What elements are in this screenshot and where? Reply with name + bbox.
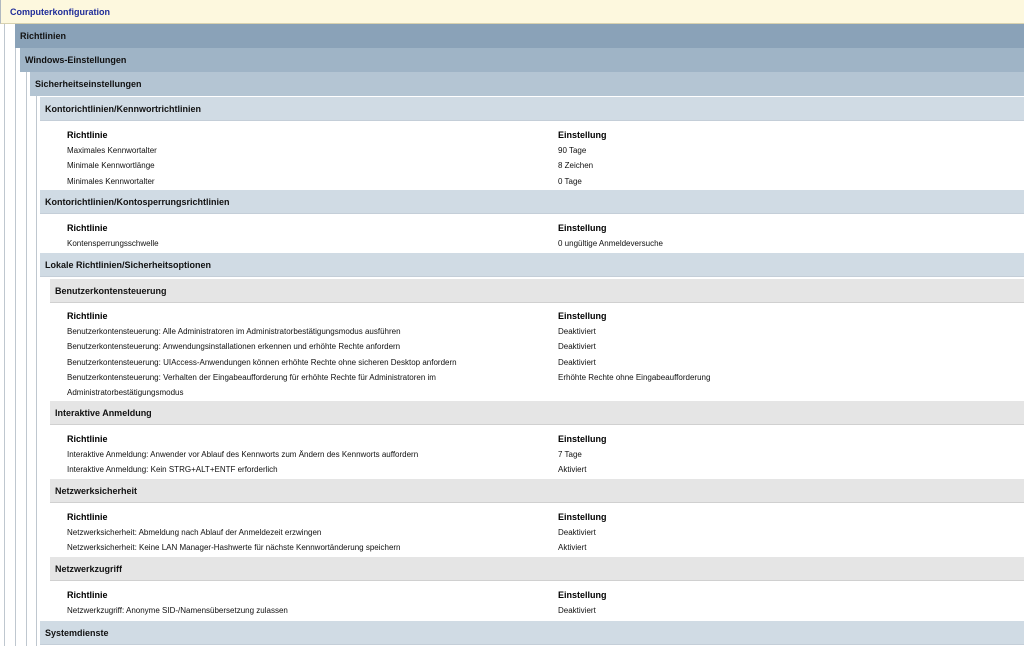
policy-name: Kontensperrungsschwelle — [67, 239, 159, 248]
section-kennwortrichtlinien[interactable]: Kontorichtlinien/Kennwortrichtlinien — [40, 97, 1024, 121]
policy-value: Aktiviert — [558, 465, 587, 474]
header-richtlinie: Richtlinie — [67, 223, 108, 233]
level-sicherheitseinstellungen[interactable]: Sicherheitseinstellungen — [30, 72, 1024, 96]
subsection-benutzerkontensteuerung[interactable]: Benutzerkontensteuerung — [50, 279, 1024, 303]
header-richtlinie: Richtlinie — [67, 311, 108, 321]
subsection-netzwerkzugriff[interactable]: Netzwerkzugriff — [50, 557, 1024, 581]
header-einstellung: Einstellung — [558, 590, 607, 600]
tree-line-1 — [4, 24, 5, 646]
section-systemdienste[interactable]: Systemdienste — [40, 621, 1024, 645]
tree-line-3 — [26, 72, 27, 646]
tree-line-4 — [36, 96, 37, 646]
policy-value: Deaktiviert — [558, 327, 596, 336]
policy-value: Deaktiviert — [558, 528, 596, 537]
policy-name-continued: Administratorbestätigungsmodus — [67, 388, 184, 397]
header-einstellung: Einstellung — [558, 512, 607, 522]
policy-value: 7 Tage — [558, 450, 582, 459]
header-richtlinie: Richtlinie — [67, 590, 108, 600]
policy-name: Benutzerkontensteuerung: Alle Administratoren im Administratorbestätigungsmodus ausführen — [67, 327, 401, 336]
level-windows-einstellungen[interactable]: Windows-Einstellungen — [20, 48, 1024, 72]
header-einstellung: Einstellung — [558, 130, 607, 140]
policy-name: Benutzerkontensteuerung: Anwendungsinstallationen erkennen und erhöhte Rechte anfordern — [67, 342, 401, 351]
header-richtlinie: Richtlinie — [67, 512, 108, 522]
policy-name: Netzwerksicherheit: Abmeldung nach Ablauf der Anmeldezeit erzwingen — [67, 528, 322, 537]
policy-name: Maximales Kennwortalter — [67, 146, 157, 155]
policy-value: Erhöhte Rechte ohne Eingabeaufforderung — [558, 373, 711, 382]
policy-value: Deaktiviert — [558, 606, 596, 615]
header-richtlinie: Richtlinie — [67, 130, 108, 140]
policy-value: Deaktiviert — [558, 358, 596, 367]
policy-name: Interaktive Anmeldung: Kein STRG+ALT+ENTF erforderlich — [67, 465, 278, 474]
policy-name: Netzwerksicherheit: Keine LAN Manager-Hashwerte für nächste Kennwortänderung speichern — [67, 543, 401, 552]
tree-line-2 — [15, 48, 16, 646]
section-kontosperrungsrichtlinien[interactable]: Kontorichtlinien/Kontosperrungsrichtlinien — [40, 190, 1024, 214]
header-einstellung: Einstellung — [558, 223, 607, 233]
policy-name: Benutzerkontensteuerung: Verhalten der Eingabeaufforderung für erhöhte Rechte für Administratoren im — [67, 373, 436, 382]
subsection-interaktive-anmeldung[interactable]: Interaktive Anmeldung — [50, 401, 1024, 425]
policy-name: Minimales Kennwortalter — [67, 177, 155, 186]
root-title[interactable]: Computerkonfiguration — [0, 0, 1024, 24]
header-einstellung: Einstellung — [558, 434, 607, 444]
subsection-netzwerksicherheit[interactable]: Netzwerksicherheit — [50, 479, 1024, 503]
policy-value: Aktiviert — [558, 543, 587, 552]
header-richtlinie: Richtlinie — [67, 434, 108, 444]
policy-value: Deaktiviert — [558, 342, 596, 351]
section-sicherheitsoptionen[interactable]: Lokale Richtlinien/Sicherheitsoptionen — [40, 253, 1024, 277]
policy-value: 0 Tage — [558, 177, 582, 186]
level-richtlinien[interactable]: Richtlinien — [15, 24, 1024, 48]
policy-name: Interaktive Anmeldung: Anwender vor Ablauf des Kennworts zum Ändern des Kennworts auffordern — [67, 450, 419, 459]
policy-name: Benutzerkontensteuerung: UIAccess-Anwendungen können erhöhte Rechte ohne sicheren Desktop anfordern — [67, 358, 457, 367]
policy-value: 8 Zeichen — [558, 161, 594, 170]
policy-value: 0 ungültige Anmeldeversuche — [558, 239, 663, 248]
policy-value: 90 Tage — [558, 146, 587, 155]
header-einstellung: Einstellung — [558, 311, 607, 321]
policy-name: Minimale Kennwortlänge — [67, 161, 155, 170]
policy-name: Netzwerkzugriff: Anonyme SID-/Namensübersetzung zulassen — [67, 606, 288, 615]
